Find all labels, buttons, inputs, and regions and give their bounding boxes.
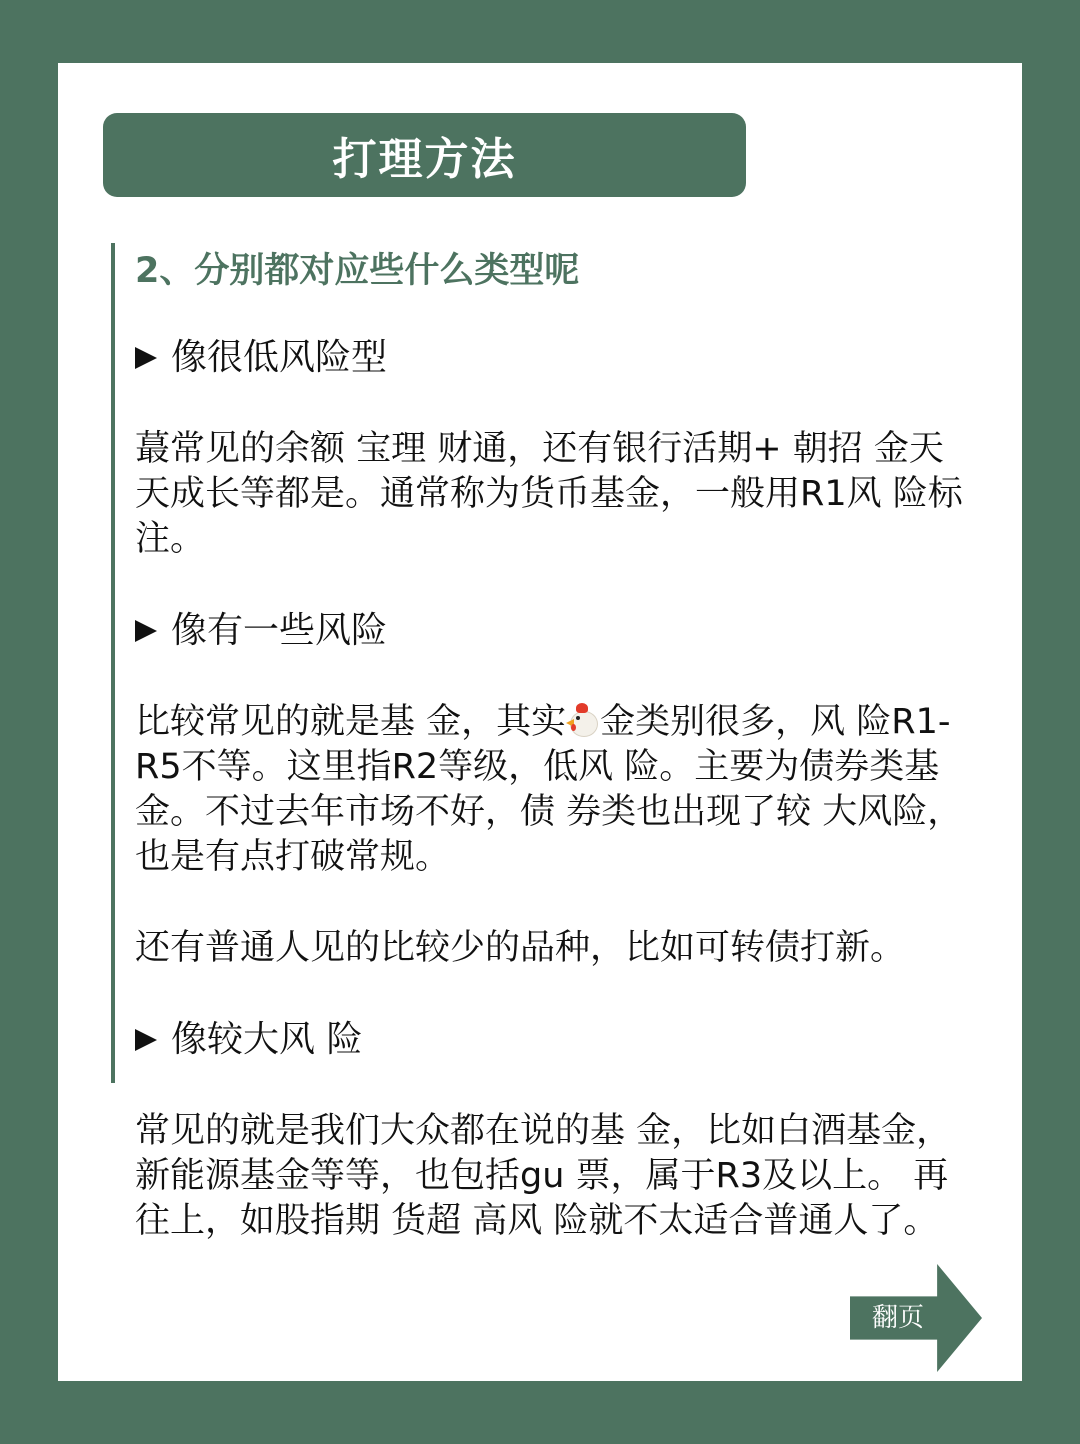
- section-heading-label: 像较大风 险: [171, 1019, 363, 1060]
- section-heading-label: 像有一些风险: [171, 610, 388, 651]
- section-heading-some-risk: [135, 608, 975, 654]
- section-subtitle: 2、分别都对应些什么类型呢: [135, 251, 580, 291]
- left-accent-rule: [111, 243, 115, 1083]
- next-page-label[interactable]: 翻页: [871, 1303, 924, 1333]
- section-heading-high-risk: [135, 1017, 975, 1063]
- section-heading-label: 像很低风险型: [171, 337, 388, 378]
- paragraph-convertible-bond: 还有普通人见的比较少的品种，比如可转债打新。: [135, 928, 906, 968]
- paragraph-text: 金类别很多，风 险R1-R5不等。这里指R2等级，低风 险。主要为债券类基 金。不过去年市场不好，债 券类也出现了较 大风险，也是有点打破常规。: [135, 702, 963, 877]
- bullet-arrow-icon: [135, 347, 157, 369]
- paragraph-high-risk: 常见的就是我们大众都在说的基 金，比如白酒基金，新能源基金等等，也包括gu 票，属于R3及以上。 再往上，如股指期 货超 高风 险就不太适合普通人了。: [135, 1111, 952, 1241]
- paragraph-some-risk: [135, 700, 975, 880]
- content-body: [135, 243, 975, 1244]
- paragraph-low-risk: 蕞常见的余额 宝理 财通，还有银行活期+ 朝招 金天天成长等都是。通常称为货币基金，一般用R1风 险标注。: [135, 429, 963, 559]
- section-heading-low-risk: [135, 335, 975, 381]
- bullet-arrow-icon: [135, 620, 157, 642]
- bullet-arrow-icon: [135, 1029, 157, 1051]
- paragraph-text: 比较常见的就是基 金，其实: [135, 702, 567, 742]
- chicken-icon: [566, 703, 600, 737]
- content-card: [58, 63, 1022, 1381]
- page-title: 打理方法: [103, 113, 746, 197]
